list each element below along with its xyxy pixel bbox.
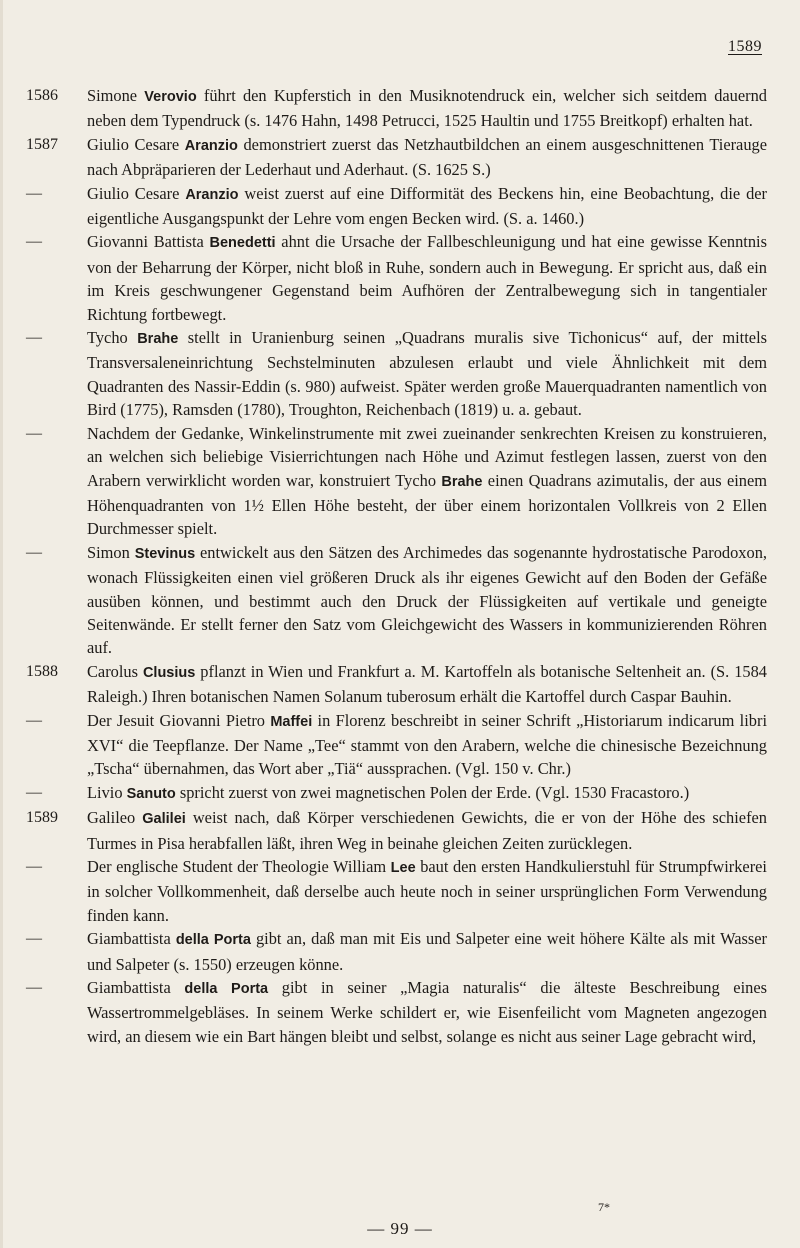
person-name-bold: Stevinus xyxy=(134,545,196,562)
chronology-entry xyxy=(0,133,800,182)
person-name-bold: Verovio xyxy=(144,89,197,105)
entry-year: — xyxy=(26,858,42,875)
entry-text-run: Der englische Student der Theologie William xyxy=(87,857,391,876)
entry-text-run: einen Quadrans azimutalis, der aus einem Höhenquadranten von 1½ Ellen Höhe besteht, der über einem horizontalen Vollkreis von 2 Ellen Durchmesser spielt. xyxy=(87,470,767,539)
person-name-bold: Aranzio xyxy=(184,137,238,154)
entry-text xyxy=(87,781,767,806)
chronology-entry xyxy=(0,541,800,660)
entry-year: — xyxy=(26,543,42,561)
chronology-entry xyxy=(0,806,800,855)
entry-text-run: Giovanni Battista xyxy=(87,232,210,252)
entry-text-run: Simon xyxy=(87,542,135,562)
entry-text-run: ahnt die Ursache der Fallbeschleunigung und hat eine gewisse Kenntnis von der Beharrung der Körper, nicht bloß in Ruhe, sondern auch in Bewegung. Er spricht aus, daß ein im Kreis geschwungener Gegenstand beim Aufhören der Zentralbewegung sich in tangentialer Richtung fortbewegt. xyxy=(87,232,767,324)
entry-text xyxy=(87,230,767,326)
entry-text-run: Der Jesuit Giovanni Pietro xyxy=(87,710,271,730)
person-name-bold: Galilei xyxy=(142,811,186,828)
entry-text-run: weist zuerst auf eine Difformität des Beckens hin, eine Beobachtung, die der eigentliche Ausgangspunkt der Lehre vom engen Becken wird. (S. a. 1460.) xyxy=(87,183,767,229)
entry-text xyxy=(87,133,767,182)
person-name-bold: della Porta xyxy=(175,932,251,949)
entry-text-run: entwickelt aus den Sätzen des Archimedes das sogenannte hydrostatische Parodoxon, wonach Flüssigkeiten einen viel größeren Druck als ihr eigenes Gewicht auf den Boden der Gefäße ausüben können, und bestimmt auch den Druck der Flüssigkeiten auf vertikale und geneigte Seitenwände. Er stellt ferner den Satz vom Gleichgewicht des Wassers in kommunizierenden Röhren auf. xyxy=(87,542,767,658)
entry-year: — xyxy=(26,184,42,202)
entry-year: — xyxy=(26,783,42,801)
entry-year: 1586 xyxy=(26,87,58,104)
entry-text xyxy=(87,976,767,1048)
chronology-entry xyxy=(0,182,800,231)
entry-year: — xyxy=(26,979,42,997)
person-name-bold: Aranzio xyxy=(185,186,239,203)
chronology-entry xyxy=(0,855,800,927)
entry-text xyxy=(87,182,767,231)
entry-text-run: Simone xyxy=(87,86,145,105)
person-name-bold: Clusius xyxy=(142,664,196,681)
entry-text-run: Giambattista xyxy=(87,978,185,998)
entry-text-run: Giulio Cesare xyxy=(87,183,186,203)
chronology-entries xyxy=(0,84,800,1048)
entry-text-run: führt den Kupferstich in den Musiknotendruck ein, welcher sich seitdem dauernd neben dem Typendruck (s. 1476 Hahn, 1498 Petrucci, 1525 Haultin und 1755 Breitkopf) erhalten hat. xyxy=(87,86,768,131)
entry-year: 1587 xyxy=(26,135,58,153)
entry-text xyxy=(87,855,767,927)
entry-text xyxy=(87,326,767,422)
entry-text xyxy=(87,660,767,709)
entry-text-run: Nachdem der Gedanke, Winkelinstrumente mit zwei zueinander senkrechten Kreisen zu konstruieren, an welchen sich beliebige Visierrichtungen nach Höhe und Azimut festlegen lassen, zuerst von den Arabern verwirklicht worden war, konstruiert Tycho xyxy=(87,423,767,490)
entry-text-run: gibt an, daß man mit Eis und Salpeter eine weit höhere Kälte als mit Wasser und Salpeter (s. 1550) erzeugen könne. xyxy=(87,929,767,974)
entry-year: — xyxy=(26,329,42,347)
chronology-entry xyxy=(0,781,800,806)
entry-text-run: Carolus xyxy=(87,661,143,681)
chronology-entry xyxy=(0,326,800,422)
entry-text-run: Galileo xyxy=(87,808,143,828)
entry-text-run: stellt in Uranienburg seinen „Quadrans muralis sive Tichonicus“ auf, der mittels Transversaleneinrichtung Sechstelminuten abzulesen erlaubt und viele Ähnlichkeit mit dem Quadranten des Nassir-Eddin (s. 980) aufweist. Später werden große Mauerquadranten namentlich von Bird (1775), Ramsden (1780), Troughton, Reichenbach (1819) u. a. gebaut. xyxy=(87,328,767,420)
entry-text xyxy=(87,541,767,660)
entry-text-run: demonstriert zuerst das Netzhautbildchen an einem ausgeschnittenen Tierauge nach Abpräparieren der Lederhaut und Aderhaut. (S. 1625 S.) xyxy=(87,134,767,180)
chronology-entry xyxy=(0,660,800,709)
chronology-entry xyxy=(0,709,800,781)
entry-text-run: Giambattista xyxy=(87,929,176,949)
entry-year: — xyxy=(26,930,42,948)
entry-text-run: spricht zuerst von zwei magnetischen Polen der Erde. (Vgl. 1530 Fracastoro.) xyxy=(175,782,690,802)
entry-year: — xyxy=(26,711,42,729)
entry-year: 1588 xyxy=(26,662,58,680)
chronology-entry xyxy=(0,422,800,541)
entry-text-run: Livio xyxy=(87,782,127,802)
entry-text xyxy=(87,806,767,855)
entry-text-run: in Florenz beschreibt in seiner Schrift „Historiarum indicarum libri XVI“ die Teepflanze. Der Name „Tee“ stammt von den Arabern, welche die chinesische Bezeichnung „Tscha“ übernahmen, das Wort aber „Tiä“ aussprachen. (Vgl. 150 v. Chr.) xyxy=(87,710,767,779)
person-name-bold: della Porta xyxy=(184,981,269,998)
running-head-year: 1589 xyxy=(728,38,762,55)
person-name-bold: Lee xyxy=(390,860,416,876)
entry-text xyxy=(87,709,767,781)
entry-text-run: Giulio Cesare xyxy=(87,134,185,154)
chronology-entry xyxy=(0,84,800,133)
entry-text-run: weist nach, daß Körper verschiedenen Gewichts, die er von der Höhe des schiefen Turmes in Pisa herabfallen läßt, ihren Weg in beinahe gleichen Zeiten zurücklegen. xyxy=(87,808,767,853)
entry-text xyxy=(87,927,767,976)
person-name-bold: Maffei xyxy=(270,713,313,730)
chronology-entry xyxy=(0,230,800,326)
entry-year: — xyxy=(26,233,42,251)
entry-year: 1589 xyxy=(26,809,58,827)
chronology-entry xyxy=(0,927,800,976)
entry-text xyxy=(87,422,767,541)
person-name-bold: Sanuto xyxy=(126,785,176,802)
chronology-entry xyxy=(0,976,800,1048)
entry-text-run: baut den ersten Handkulierstuhl für Strumpfwirkerei in solcher Vollkommenheit, daß derselbe auch heute noch in seiner ursprünglichen Form Verwendung finden kann. xyxy=(87,857,767,925)
entry-text-run: gibt in seiner „Magia naturalis“ die älteste Beschreibung eines Wassertrommelgebläses. In seinem Werke schildert er, wie Eisenfeilicht vom Magneten angezogen wird, an diesem wie ein Bart hängen bleibt und selbst, solange es nicht aus seiner Lage gebracht wird, xyxy=(87,978,767,1046)
entry-text-run: Tycho xyxy=(87,328,138,348)
person-name-bold: Benedetti xyxy=(209,235,276,252)
printer-signature-mark: 7* xyxy=(598,1200,610,1214)
person-name-bold: Brahe xyxy=(441,473,483,490)
person-name-bold: Brahe xyxy=(137,331,179,348)
page-number: — 99 — xyxy=(367,1219,433,1238)
entry-text xyxy=(87,84,767,133)
entry-year: — xyxy=(26,424,42,442)
entry-text-run: pflanzt in Wien und Frankfurt a. M. Kartoffeln als botanische Seltenheit an. (S. 1584 Raleigh.) Ihren botanischen Namen Solanum tuberosum erhält die Kartoffel durch Caspar Bauhin. xyxy=(87,661,767,707)
